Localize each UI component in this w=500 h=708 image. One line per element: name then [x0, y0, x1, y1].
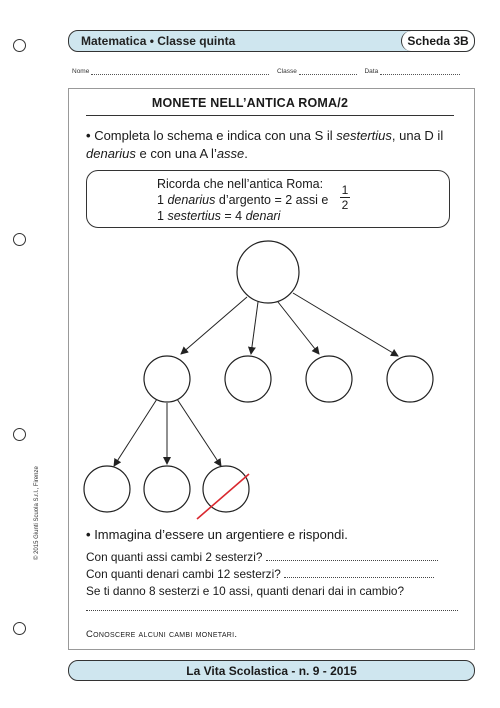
subject-label: Matematica • Classe quinta [81, 34, 236, 48]
coin-circle-level2-4[interactable] [387, 356, 433, 402]
coin-circle-leaf-2[interactable] [144, 466, 190, 512]
date-label: Data [364, 68, 379, 75]
copyright-notice: © 2015 Giunti Scuola S.r.l., Firenze [34, 466, 40, 560]
bullet-icon: • [86, 527, 91, 542]
question-2: Con quanti denari cambi 12 sesterzi? [86, 567, 466, 582]
arrow-root-to-node-4 [293, 293, 398, 356]
worksheet-title: MONETE NELL’ANTICA ROMA/2 [151, 96, 349, 110]
coin-circle-level2-3[interactable] [306, 356, 352, 402]
answer-line-1[interactable] [266, 551, 438, 561]
coin-circle-leaf-1[interactable] [84, 466, 130, 512]
term-asse: asse [216, 146, 245, 161]
coin-circle-level2-1[interactable] [144, 356, 190, 402]
arrow-root-to-node-2 [251, 302, 258, 354]
class-label: Classe [276, 68, 297, 75]
bullet-icon: • [86, 128, 91, 143]
coin-circle-leaf-3[interactable] [203, 466, 249, 512]
arrow-root-to-node-1 [181, 297, 247, 354]
instruction-text: • Completa lo schema e indica con una S il sestertius, una D il denarius e con una A l’asse. [86, 128, 444, 161]
term-denarius: denarius [86, 146, 136, 161]
term-sestertius: sestertius [336, 128, 392, 143]
task2-instruction: • Immagina d’essere un argentiere e rispondi. [86, 527, 348, 542]
sheet-tab: Scheda 3B [401, 31, 474, 51]
arrow-root-to-node-3 [278, 302, 319, 354]
fraction-denominator: 2 [341, 198, 349, 212]
answer-line-2[interactable] [284, 568, 434, 578]
footer-bar: La Vita Scolastica - n. 9 - 2015 [68, 660, 475, 681]
coin-circle-level2-2[interactable] [225, 356, 271, 402]
name-label: Nome [72, 68, 90, 75]
answer-line-3-row [86, 600, 466, 615]
learning-objective: Conoscere alcuni cambi monetari. [86, 629, 238, 640]
coin-circle-root[interactable] [237, 241, 299, 303]
memo-line-1: Ricorda che nell’antica Roma: [157, 177, 324, 191]
fraction-numerator: 1 [341, 183, 349, 197]
answer-line-3[interactable] [86, 601, 458, 611]
question-3: Se ti danno 8 sesterzi e 10 assi, quanti denari dai in cambio? [86, 584, 405, 598]
question-1: Con quanti assi cambi 2 sesterzi? [86, 550, 466, 565]
arrow-node-1-to-leaf-3 [177, 399, 221, 466]
memo-line-3: 1 sestertius = 4 denari [157, 209, 281, 223]
memo-line-2: 1 denarius d’argento = 2 assi e [157, 193, 329, 207]
arrow-node-1-to-leaf-1 [114, 399, 157, 466]
